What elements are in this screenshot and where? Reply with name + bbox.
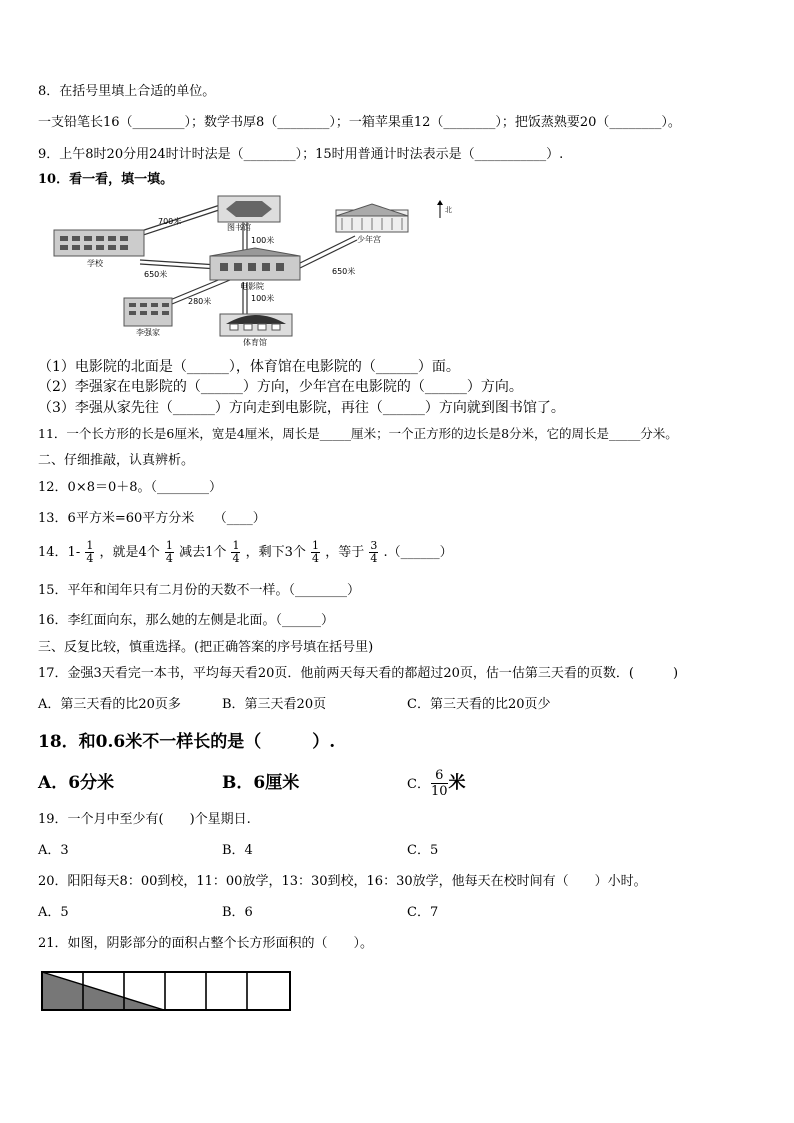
dist-school-library: 700米 [158, 217, 182, 226]
q21-rectangle-figure [40, 970, 294, 1014]
q10-title: 10．看一看，填一填。 [38, 172, 174, 187]
dist-school-cinema: 650米 [144, 270, 168, 279]
q21-stem: 21．如图，阴影部分的面积占整个长方形面积的（ ）。 [38, 936, 374, 951]
q10-sub2: （2）李强家在电影院的（______）方向，少年宫在电影院的（______）方向。 [38, 379, 523, 395]
q20-option-b[interactable]: B．6 [222, 905, 253, 920]
q18-stem: 18．和0.6米不一样长的是（ ）. [38, 732, 336, 752]
cinema-label: 电影院 [240, 282, 264, 291]
q10-map [50, 192, 470, 347]
q14-part-a: 14．1- [38, 545, 81, 560]
q20-option-a[interactable]: A．5 [38, 905, 69, 920]
q17-option-c[interactable]: C．第三天看的比20页少 [407, 697, 551, 712]
q19-option-c[interactable]: C．5 [407, 843, 439, 858]
dist-cinema-gym: 100米 [251, 294, 275, 303]
q19-stem: 19．一个月中至少有( )个星期日. [38, 812, 251, 827]
q14-fraction-5: $\frac{3}{4}$ [370, 539, 378, 565]
section2-heading: 二、仔细推敲，认真辨析。 [38, 453, 195, 468]
q20-option-c[interactable]: C．7 [407, 905, 439, 920]
q17-option-a[interactable]: A．第三天看的比20页多 [38, 697, 181, 712]
q14-fraction-2: $\frac{1}{4}$ [165, 539, 173, 565]
q19-option-b[interactable]: B．4 [222, 843, 253, 858]
dist-home-cinema: 280米 [188, 297, 212, 306]
q19-option-a[interactable]: A．3 [38, 843, 69, 858]
school-building [54, 230, 144, 256]
liqiang-home-label: 李强家 [136, 328, 160, 337]
q14-part-e: ，等于 [325, 545, 365, 560]
north-label: 北 [445, 206, 452, 214]
section3-heading: 三、反复比较，慎重选择。(把正确答案的序号填在括号里) [38, 640, 374, 655]
q17-stem: 17．金强3天看完一本书，平均每天看20页．他前两天每天看的都超过20页，估一估第三天看的页数．( ) [38, 666, 679, 681]
q18-option-c[interactable]: C． $\frac{6}{10}$ 米 [407, 768, 466, 799]
q13-text: 13．6平方米=60平方分米 （____） [38, 511, 266, 526]
youth-palace-label: 少年宫 [357, 235, 381, 244]
q18-option-b[interactable]: B．6厘米 [222, 773, 300, 793]
q14-part-f: .（______） [383, 545, 453, 560]
q12-text: 12．0×8＝0＋8。（________） [38, 480, 223, 495]
dist-cinema-youth: 650米 [332, 267, 356, 276]
q14-part-c: 减去1个 [179, 545, 227, 560]
q8-line: 一支铅笔长16（________）；数学书厚8（________）；一箱苹果重12（________）；把饭蒸熟要20（________）。 [38, 115, 681, 130]
q14-fraction-1: $\frac{1}{4}$ [86, 539, 94, 565]
q18-option-a[interactable]: A．6分米 [38, 773, 115, 793]
q10-sub1: （1）电影院的北面是（______），体育馆在电影院的（______）面。 [38, 359, 460, 375]
q17-option-b[interactable]: B．第三天看20页 [222, 697, 327, 712]
q15-text: 15．平年和闰年只有二月份的天数不一样。（________） [38, 583, 361, 598]
q11-text: 11．一个长方形的长是6厘米，宽是4厘米，周长是_____厘米；一个正方形的边长是8分米，它的周长是_____分米。 [38, 426, 678, 441]
library-label: 图书馆 [227, 223, 251, 232]
q14-part-d: ，剩下3个 [245, 545, 306, 560]
gym-label: 体育馆 [243, 338, 267, 347]
q16-text: 16．李红面向东，那么她的左侧是北面。（______） [38, 613, 335, 628]
dist-library-cinema: 100米 [251, 236, 275, 245]
q20-stem: 20．阳阳每天8：00到校，11：00放学，13：30到校，16：30放学，他每天在校时间有（ ）小时。 [38, 874, 647, 889]
q10-sub3: （3）李强从家先往（______）方向走到电影院，再往（______）方向就到图书馆了。 [38, 400, 565, 416]
school-label: 学校 [87, 259, 103, 268]
q14-fraction-3: $\frac{1}{4}$ [232, 539, 240, 565]
q9-text: 9．上午8时20分用24时计时法是（________）；15时用普通计时法表示是（___________）. [38, 147, 564, 162]
q14-fraction-4: $\frac{1}{4}$ [312, 539, 320, 565]
q14-text [38, 538, 453, 568]
q8-title: 8．在括号里填上合适的单位。 [38, 84, 216, 99]
q14-part-b: ，就是4个 [99, 545, 160, 560]
